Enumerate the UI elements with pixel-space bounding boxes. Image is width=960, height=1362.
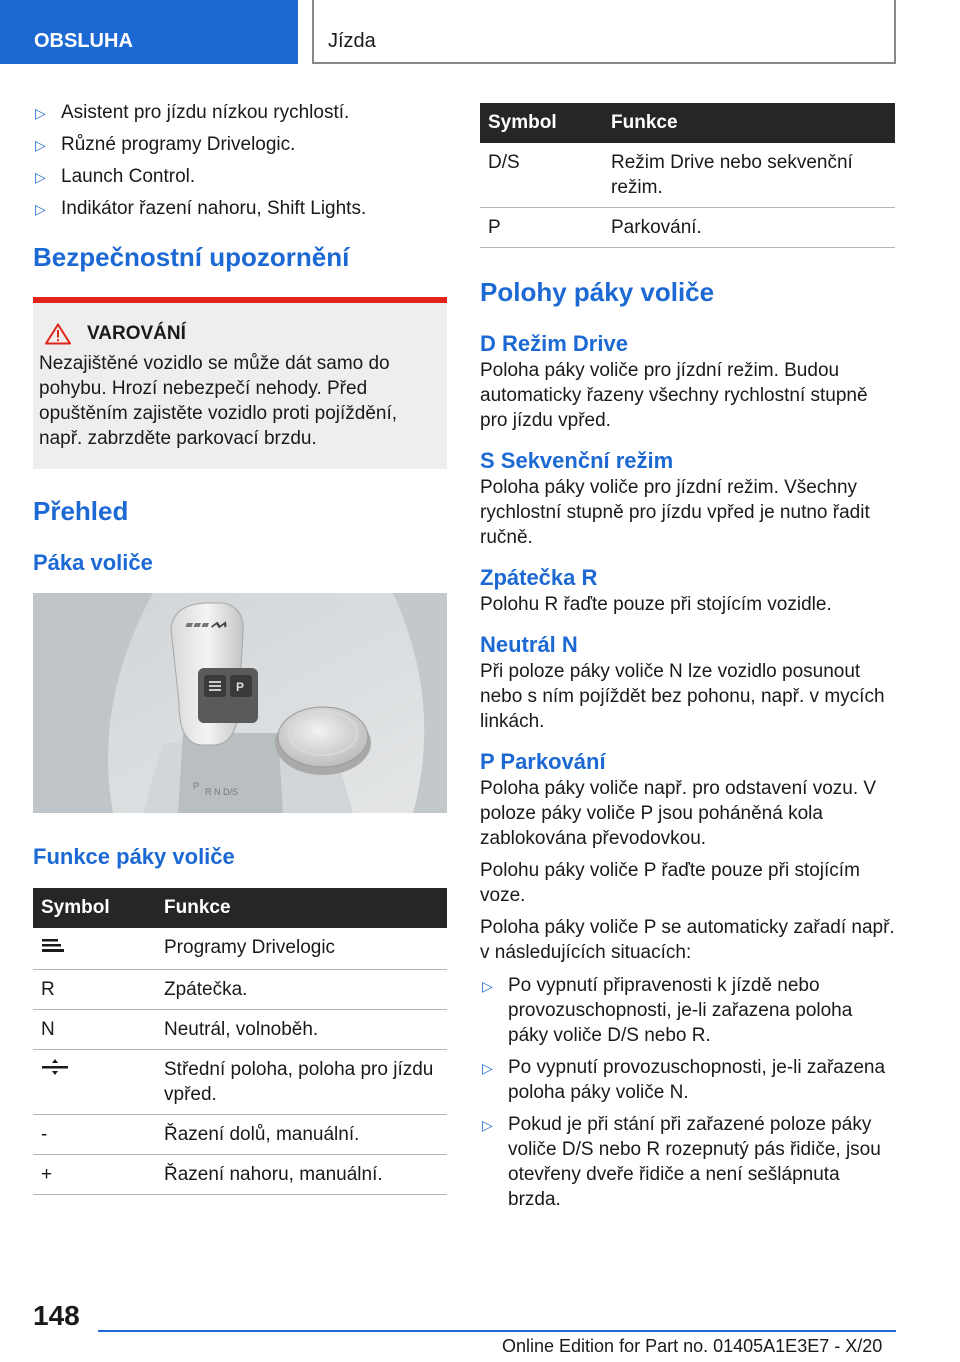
function-cell: Střední poloha, poloha pro jízdu vpřed. [156, 1050, 447, 1115]
park-heading: P Parkování [480, 749, 606, 774]
overview-heading: Přehled [33, 496, 129, 526]
park-text-3: Poloha páky voliče P se automaticky zařadí např. v následujících situacích: [480, 917, 895, 963]
column-header-symbol: Symbol [33, 888, 156, 928]
list-item: ▷ Po vypnutí připravenosti k jízdě nebo provozuschopnosti, je-li zařazena poloha páky voliče D/S nebo R. [482, 975, 853, 1046]
function-cell: Neutrál, volnoběh. [156, 1010, 447, 1050]
auto-park-list [480, 973, 895, 1212]
table-row [33, 928, 447, 970]
neutral-heading: Neutrál N [480, 632, 578, 657]
footer-divider [98, 1330, 896, 1332]
function-table-continued [480, 103, 895, 248]
section-tab [0, 0, 298, 64]
symbol-cell: + [33, 1155, 156, 1195]
sequential-text: Poloha páky voliče pro jízdní režim. Všechny rychlostní stupně pro jízdu vpřed je nutno řadit ručně. [480, 477, 870, 548]
table-row [480, 208, 895, 248]
chapter-label: Jízda [328, 30, 376, 52]
symbol-cell [33, 928, 156, 970]
section-label: OBSLUHA [34, 30, 133, 52]
svg-text:P: P [236, 680, 245, 694]
table-row [480, 143, 895, 208]
symbol-cell: - [33, 1115, 156, 1155]
neutral-text: Při poloze páky voliče N lze vozidlo posunout nebo s ním pojíždět bez pohonu, např. v mycích linkách. [480, 661, 885, 732]
lever-heading: Páka voliče [33, 550, 153, 575]
column-header-symbol: Symbol [480, 103, 603, 143]
triangle-bullet-icon: ▷ [35, 105, 46, 121]
list-item: ▷ Asistent pro jízdu nízkou rychlostí. [33, 100, 447, 125]
warning-header [39, 323, 439, 345]
safety-heading: Bezpečnostní upozornění [33, 242, 350, 272]
drivelogic-icon [41, 935, 65, 955]
drive-heading: D Režim Drive [480, 331, 628, 356]
table-row [33, 1050, 447, 1115]
list-item: ▷ Indikátor řazení nahoru, Shift Lights. [33, 196, 447, 221]
sequential-heading: S Sekvenční režim [480, 448, 674, 473]
positions-heading: Polohy páky voliče [480, 277, 715, 307]
triangle-bullet-icon: ▷ [482, 1060, 493, 1076]
gear-selector-photo [33, 593, 447, 813]
table-header-row [480, 103, 895, 143]
list-item: ▷ Po vypnutí provozuschopnosti, je-li zařazena poloha páky voliče N. [482, 1057, 886, 1103]
park-text-1: Poloha páky voliče např. pro odstavení vozu. V poloze páky voliče P jsou poháněná kola zablokována převodovkou. [480, 778, 877, 849]
chapter-tab [312, 0, 896, 64]
feature-list [33, 100, 447, 221]
symbol-cell [33, 1050, 156, 1115]
table-header-row [33, 888, 447, 928]
table-row [33, 1155, 447, 1195]
function-cell: Programy Drivelogic [156, 928, 447, 970]
reverse-heading: Zpátečka R [480, 565, 598, 590]
warning-text: Nezajištěné vozidlo se může dát samo do pohybu. Hrozí nebezpečí nehody. Před opuštěním zajistěte vozidlo proti pojíždění, např. zabrzděte parkovací brzdu. [39, 353, 398, 449]
drive-text: Poloha páky voliče pro jízdní režim. Budou automaticky řazeny všechny rychlostní stupně pro jízdu vpřed. [480, 360, 868, 431]
right-column [480, 103, 895, 1219]
symbol-cell: D/S [480, 143, 603, 208]
function-cell: Řazení nahoru, manuální. [156, 1155, 447, 1195]
edition-note: Online Edition for Part no. 01405A1E3E7 - X/20 [502, 1336, 883, 1356]
symbol-cell: R [33, 970, 156, 1010]
center-position-icon [41, 1057, 69, 1077]
triangle-bullet-icon: ▷ [35, 169, 46, 185]
left-column [33, 100, 447, 1195]
list-item: ▷ Launch Control. [33, 164, 447, 189]
list-item: ▷ Různé programy Drivelogic. [33, 132, 447, 157]
column-header-function: Funkce [603, 103, 895, 143]
reverse-text: Polohu R řaďte pouze při stojícím vozidle. [480, 594, 832, 615]
svg-text:R N D/S: R N D/S [205, 787, 239, 797]
symbol-cell: N [33, 1010, 156, 1050]
svg-text:P: P [193, 781, 200, 791]
triangle-bullet-icon: ▷ [482, 978, 493, 994]
triangle-bullet-icon: ▷ [35, 137, 46, 153]
table-row [33, 1115, 447, 1155]
park-text-2: Polohu páky voliče P řaďte pouze při stojícím voze. [480, 860, 860, 906]
triangle-bullet-icon: ▷ [35, 201, 46, 217]
warning-title: VAROVÁNÍ [87, 323, 186, 344]
function-cell: Zpátečka. [156, 970, 447, 1010]
page-number: 148 [33, 1300, 80, 1331]
list-item: ▷ Pokud je při stání při zařazené poloze páky voliče D/S nebo R rozepnutý pás řidiče, jsou otevřeny dveře řidiče a není sešlápnuta brzda. [482, 1114, 881, 1210]
warning-box [33, 297, 447, 469]
triangle-bullet-icon: ▷ [482, 1117, 493, 1133]
function-cell: Řazení dolů, manuální. [156, 1115, 447, 1155]
function-heading: Funkce páky voliče [33, 844, 235, 869]
function-table [33, 888, 447, 1195]
function-cell: Režim Drive nebo sekvenční režim. [603, 143, 895, 208]
function-cell: Parkování. [603, 208, 895, 248]
table-row [33, 970, 447, 1010]
symbol-cell: P [480, 208, 603, 248]
table-row [33, 1010, 447, 1050]
column-header-function: Funkce [156, 888, 447, 928]
warning-triangle-icon [45, 323, 71, 345]
